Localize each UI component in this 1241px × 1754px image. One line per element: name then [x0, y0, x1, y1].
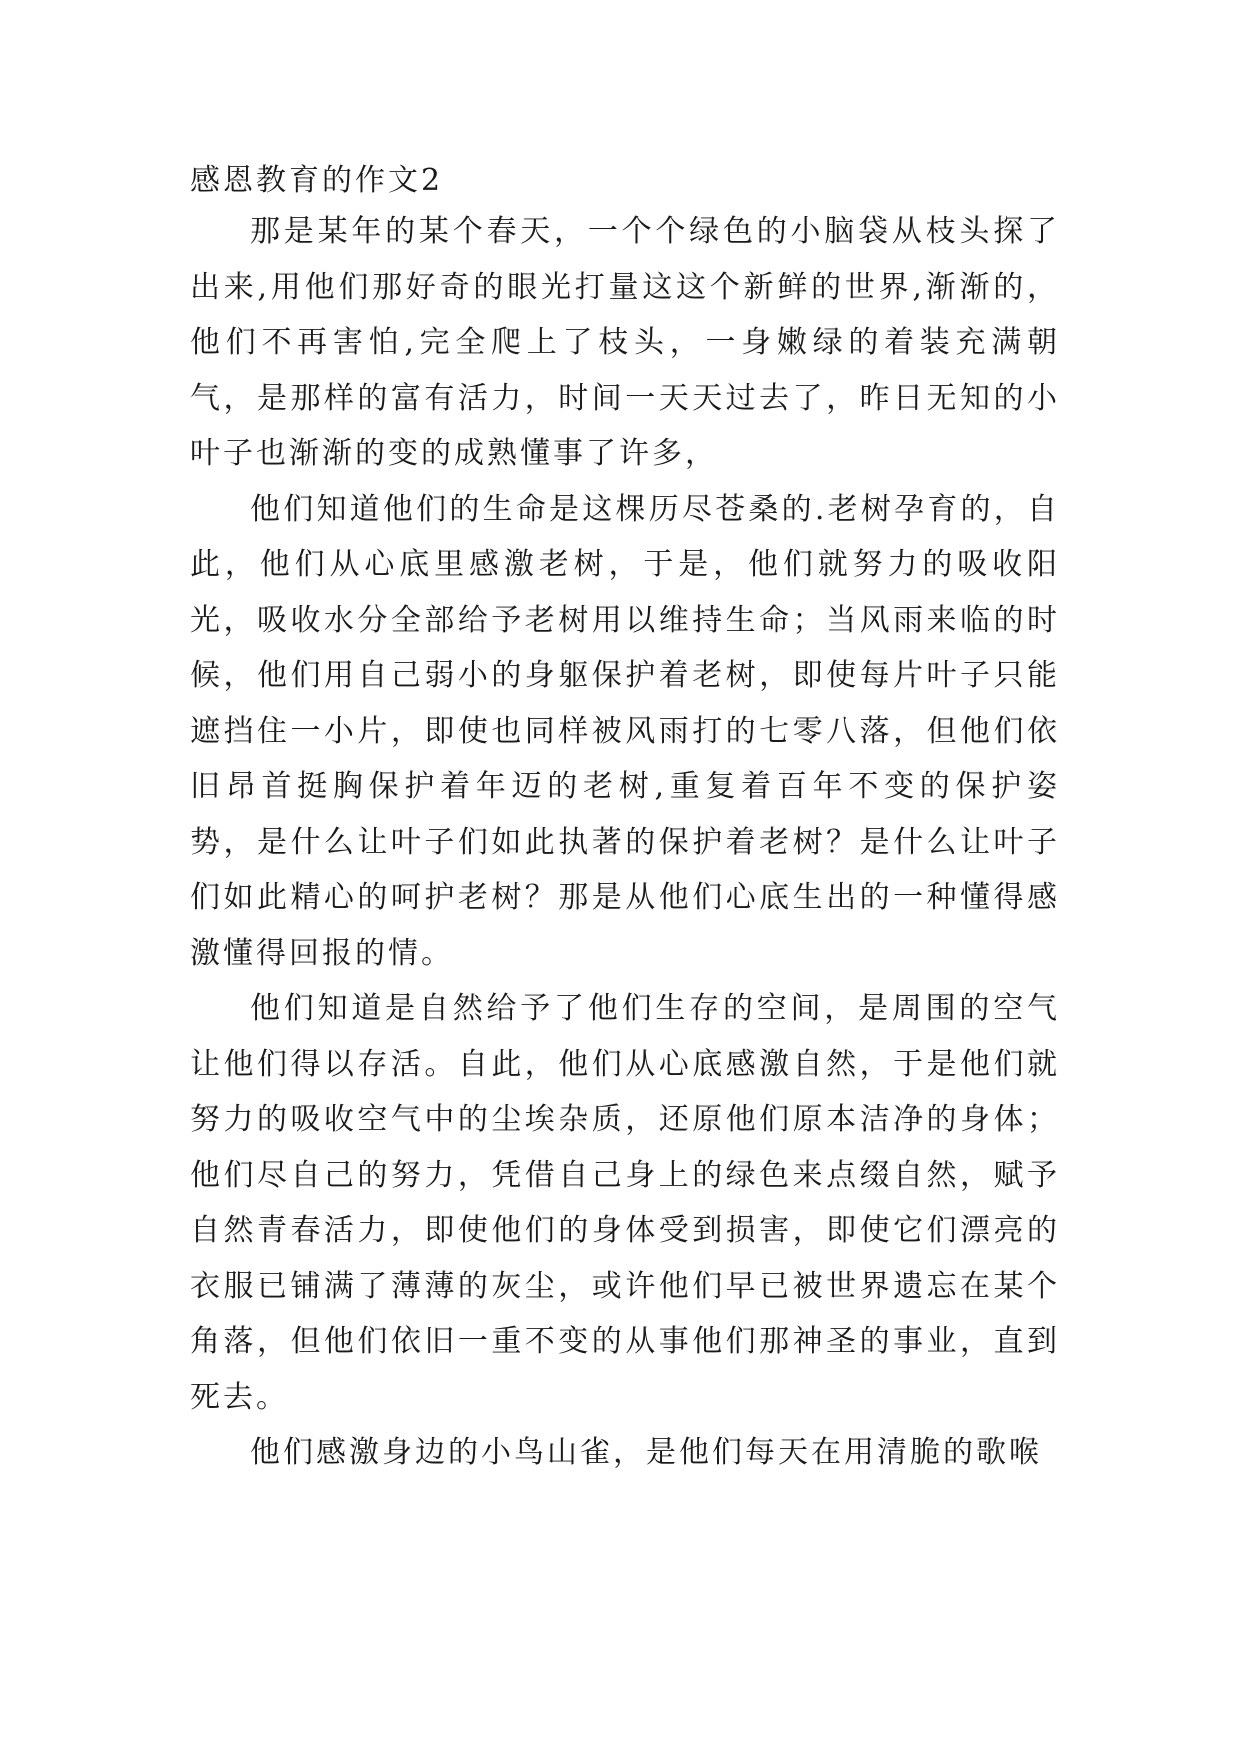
document-body [190, 158, 1060, 1481]
paragraph: 他们知道他们的生命是这棵历尽苍桑的.老树孕育的，自此，他们从心底里感激老树，于是，他们就努力的吸收阳光，吸收水分全部给予老树用以维持生命；当风雨来临的时候，他们用自己弱小的身躯保护着老树，即使每片叶子只能遮挡住一小片，即使也同样被风雨打的七零八落，但他们依旧昂首挺胸保护着年迈的老树,重复着百年不变的保护姿势，是什么让叶子们如此执著的保护着老树？是什么让叶子们如此精心的呵护老树？那是从他们心底生出的一种懂得感激懂得回报的情。 [190, 491, 1060, 971]
paragraph: 他们知道是自然给予了他们生存的空间，是周围的空气让他们得以存活。自此，他们从心底感激自然，于是他们就努力的吸收空气中的尘埃杂质，还原他们原本洁净的身体；他们尽自己的努力，凭借自己身上的绿色来点缀自然，赋予自然青春活力，即使他们的身体受到损害，即使它们漂亮的衣服已铺满了薄薄的灰尘，或许他们早已被世界遗忘在某个角落，但他们依旧一重不变的从事他们那神圣的事业，直到死去。 [190, 991, 1060, 1415]
paragraph: 那是某年的某个春天，一个个绿色的小脑袋从枝头探了出来,用他们那好奇的眼光打量这这个新鲜的世界,渐渐的，他们不再害怕,完全爬上了枝头，一身嫩绿的着装充满朝气，是那样的富有活力，时间一天天过去了，昨日无知的小叶子也渐渐的变的成熟懂事了许多， [190, 214, 1060, 471]
paragraph: 他们感激身边的小鸟山雀，是他们每天在用清脆的歌喉 [250, 1435, 1042, 1470]
document-title: 感恩教育的作文2 [190, 163, 444, 198]
